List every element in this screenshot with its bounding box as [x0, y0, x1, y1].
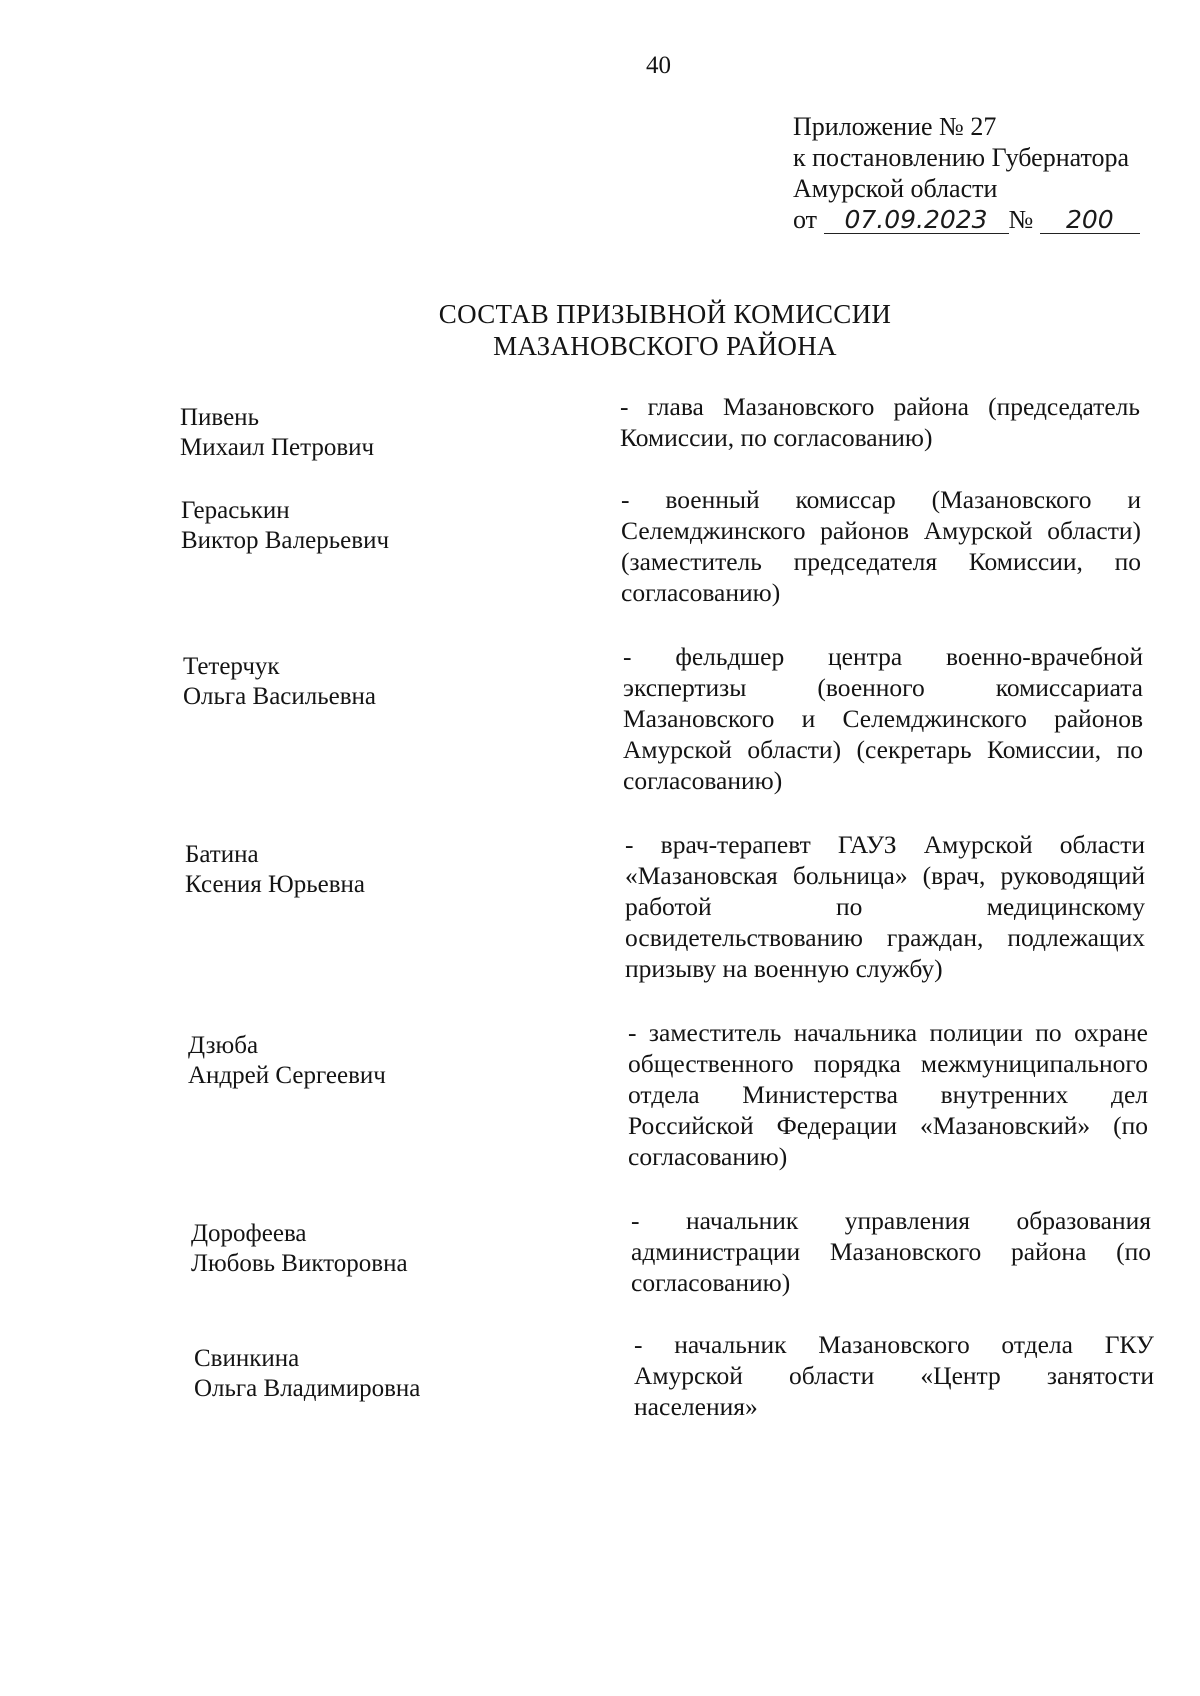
appendix-date-line: [793, 204, 1140, 235]
title-line-2: МАЗАНОВСКОГО РАЙОНА: [493, 331, 837, 361]
appendix-number: Приложение № 27: [793, 112, 997, 141]
member-role: - начальник Мазановского отдела ГКУ Амурской области «Центр занятости населения»: [634, 1330, 1154, 1421]
member-surname: Дорофеева: [191, 1220, 307, 1247]
member-given-names: Виктор Валерьевич: [181, 527, 390, 554]
member-given-names: Михаил Петрович: [180, 434, 375, 461]
member-role: - врач-терапевт ГАУЗ Амурской области «Мазановская больница» (врач, руководящий работой по медицинскому освидетельствованию граждан, подлежащих призыву на военную службу): [625, 830, 1145, 983]
member-surname: Гераськин: [181, 497, 290, 524]
member-name: [191, 1219, 408, 1279]
member-role: - начальник управления образования администрации Мазановского района (по согласованию): [631, 1206, 1151, 1297]
member-surname: Тетерчук: [183, 653, 280, 680]
member-name: [194, 1344, 420, 1404]
member-role: - фельдшер центра военно-врачебной экспертизы (военного комиссариата Мазановского и Селемджинского районов Амурской области) (секретарь Комиссии, по согласованию): [623, 642, 1143, 795]
member-given-names: Ольга Васильевна: [183, 683, 377, 710]
appendix-region: Амурской области: [793, 174, 998, 203]
handwritten-number: 200: [1040, 207, 1140, 234]
title-line-1: СОСТАВ ПРИЗЫВНОЙ КОМИССИИ: [438, 299, 892, 329]
document-title: [0, 298, 1200, 362]
appendix-reference: к постановлению Губернатора: [793, 143, 1130, 172]
page-number: 40: [646, 52, 671, 79]
member-role: - заместитель начальника полиции по охране общественного порядка межмуниципального отдела Министерства внутренних дел Российской Федерации «Мазановский» (по согласованию): [628, 1018, 1148, 1171]
member-surname: Пивень: [180, 404, 259, 431]
appendix-header: [793, 111, 1140, 235]
date-prefix: от: [793, 205, 818, 234]
member-given-names: Любовь Викторовна: [191, 1250, 408, 1277]
number-sign: №: [1008, 205, 1034, 234]
handwritten-date: 07.09.2023: [824, 207, 1009, 234]
member-role: - глава Мазановского района (председатель Комиссии, по согласованию): [620, 392, 1140, 452]
member-given-names: Ольга Владимировна: [194, 1375, 421, 1402]
member-given-names: Андрей Сергеевич: [188, 1062, 386, 1089]
member-name: [180, 403, 374, 463]
member-surname: Свинкина: [194, 1345, 300, 1372]
member-name: [185, 840, 365, 900]
member-name: [183, 652, 376, 712]
member-given-names: Ксения Юрьевна: [185, 871, 366, 898]
member-surname: Дзюба: [188, 1032, 259, 1059]
member-name: [181, 496, 389, 556]
member-name: [188, 1031, 386, 1091]
member-surname: Батина: [185, 841, 259, 868]
member-role: - военный комиссар (Мазановского и Селемджинского районов Амурской области) (заместитель председателя Комиссии, по согласованию): [621, 485, 1141, 607]
